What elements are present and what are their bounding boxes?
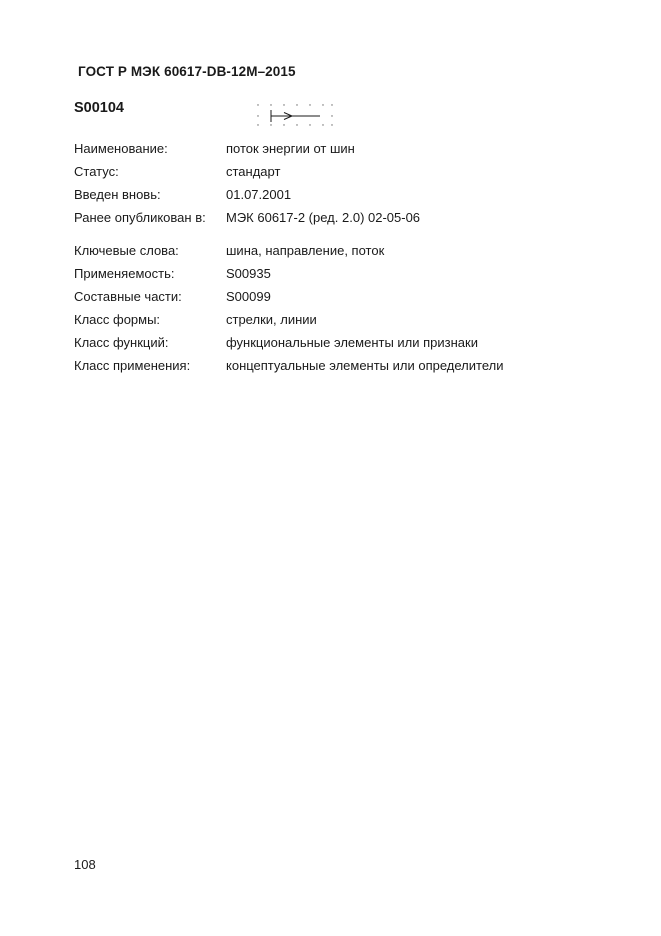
symbol-properties [74,140,614,380]
symbol-code: S00104 [74,100,124,116]
property-value: стрелки, линии [226,312,317,327]
property-row-applicability [74,265,614,288]
property-label: Класс функций: [74,335,169,350]
property-value: S00935 [226,266,271,281]
document-header: ГОСТ Р МЭК 60617-DB-12M–2015 [78,64,296,79]
symbol-arrow [271,110,320,122]
property-value: МЭК 60617-2 (ред. 2.0) 02-05-06 [226,210,421,225]
property-label: Введен вновь: [74,187,161,202]
property-value: 01.07.2001 [226,187,292,202]
property-row-name [74,140,614,163]
page-number: 108 [74,857,96,872]
property-row-keywords [74,242,614,265]
property-label: Класс применения: [74,358,191,373]
property-label: Ключевые слова: [74,243,179,258]
property-value: шина, направление, поток [226,243,385,258]
property-row-application-class [74,357,614,380]
bus-energy-flow-arrow-symbol-icon [254,100,338,130]
property-label: Применяемость: [74,266,175,281]
property-row-components [74,288,614,311]
property-label: Статус: [74,164,119,179]
property-value: функциональные элементы или признаки [226,335,478,350]
property-label: Составные части: [74,289,182,304]
property-row-previously-published [74,209,614,232]
property-row-status [74,163,614,186]
property-row-function-class [74,334,614,357]
property-label: Ранее опубликован в: [74,210,206,225]
symbol-grid-dots [257,104,332,125]
property-label: Класс формы: [74,312,161,327]
property-value: S00099 [226,289,271,304]
property-row-introduced [74,186,614,209]
property-value: поток энергии от шин [226,141,355,156]
group-spacer [74,232,614,242]
property-label: Наименование: [74,141,168,156]
property-value: стандарт [226,164,281,179]
property-row-shape-class [74,311,614,334]
property-value: концептуальные элементы или определители [226,358,504,373]
